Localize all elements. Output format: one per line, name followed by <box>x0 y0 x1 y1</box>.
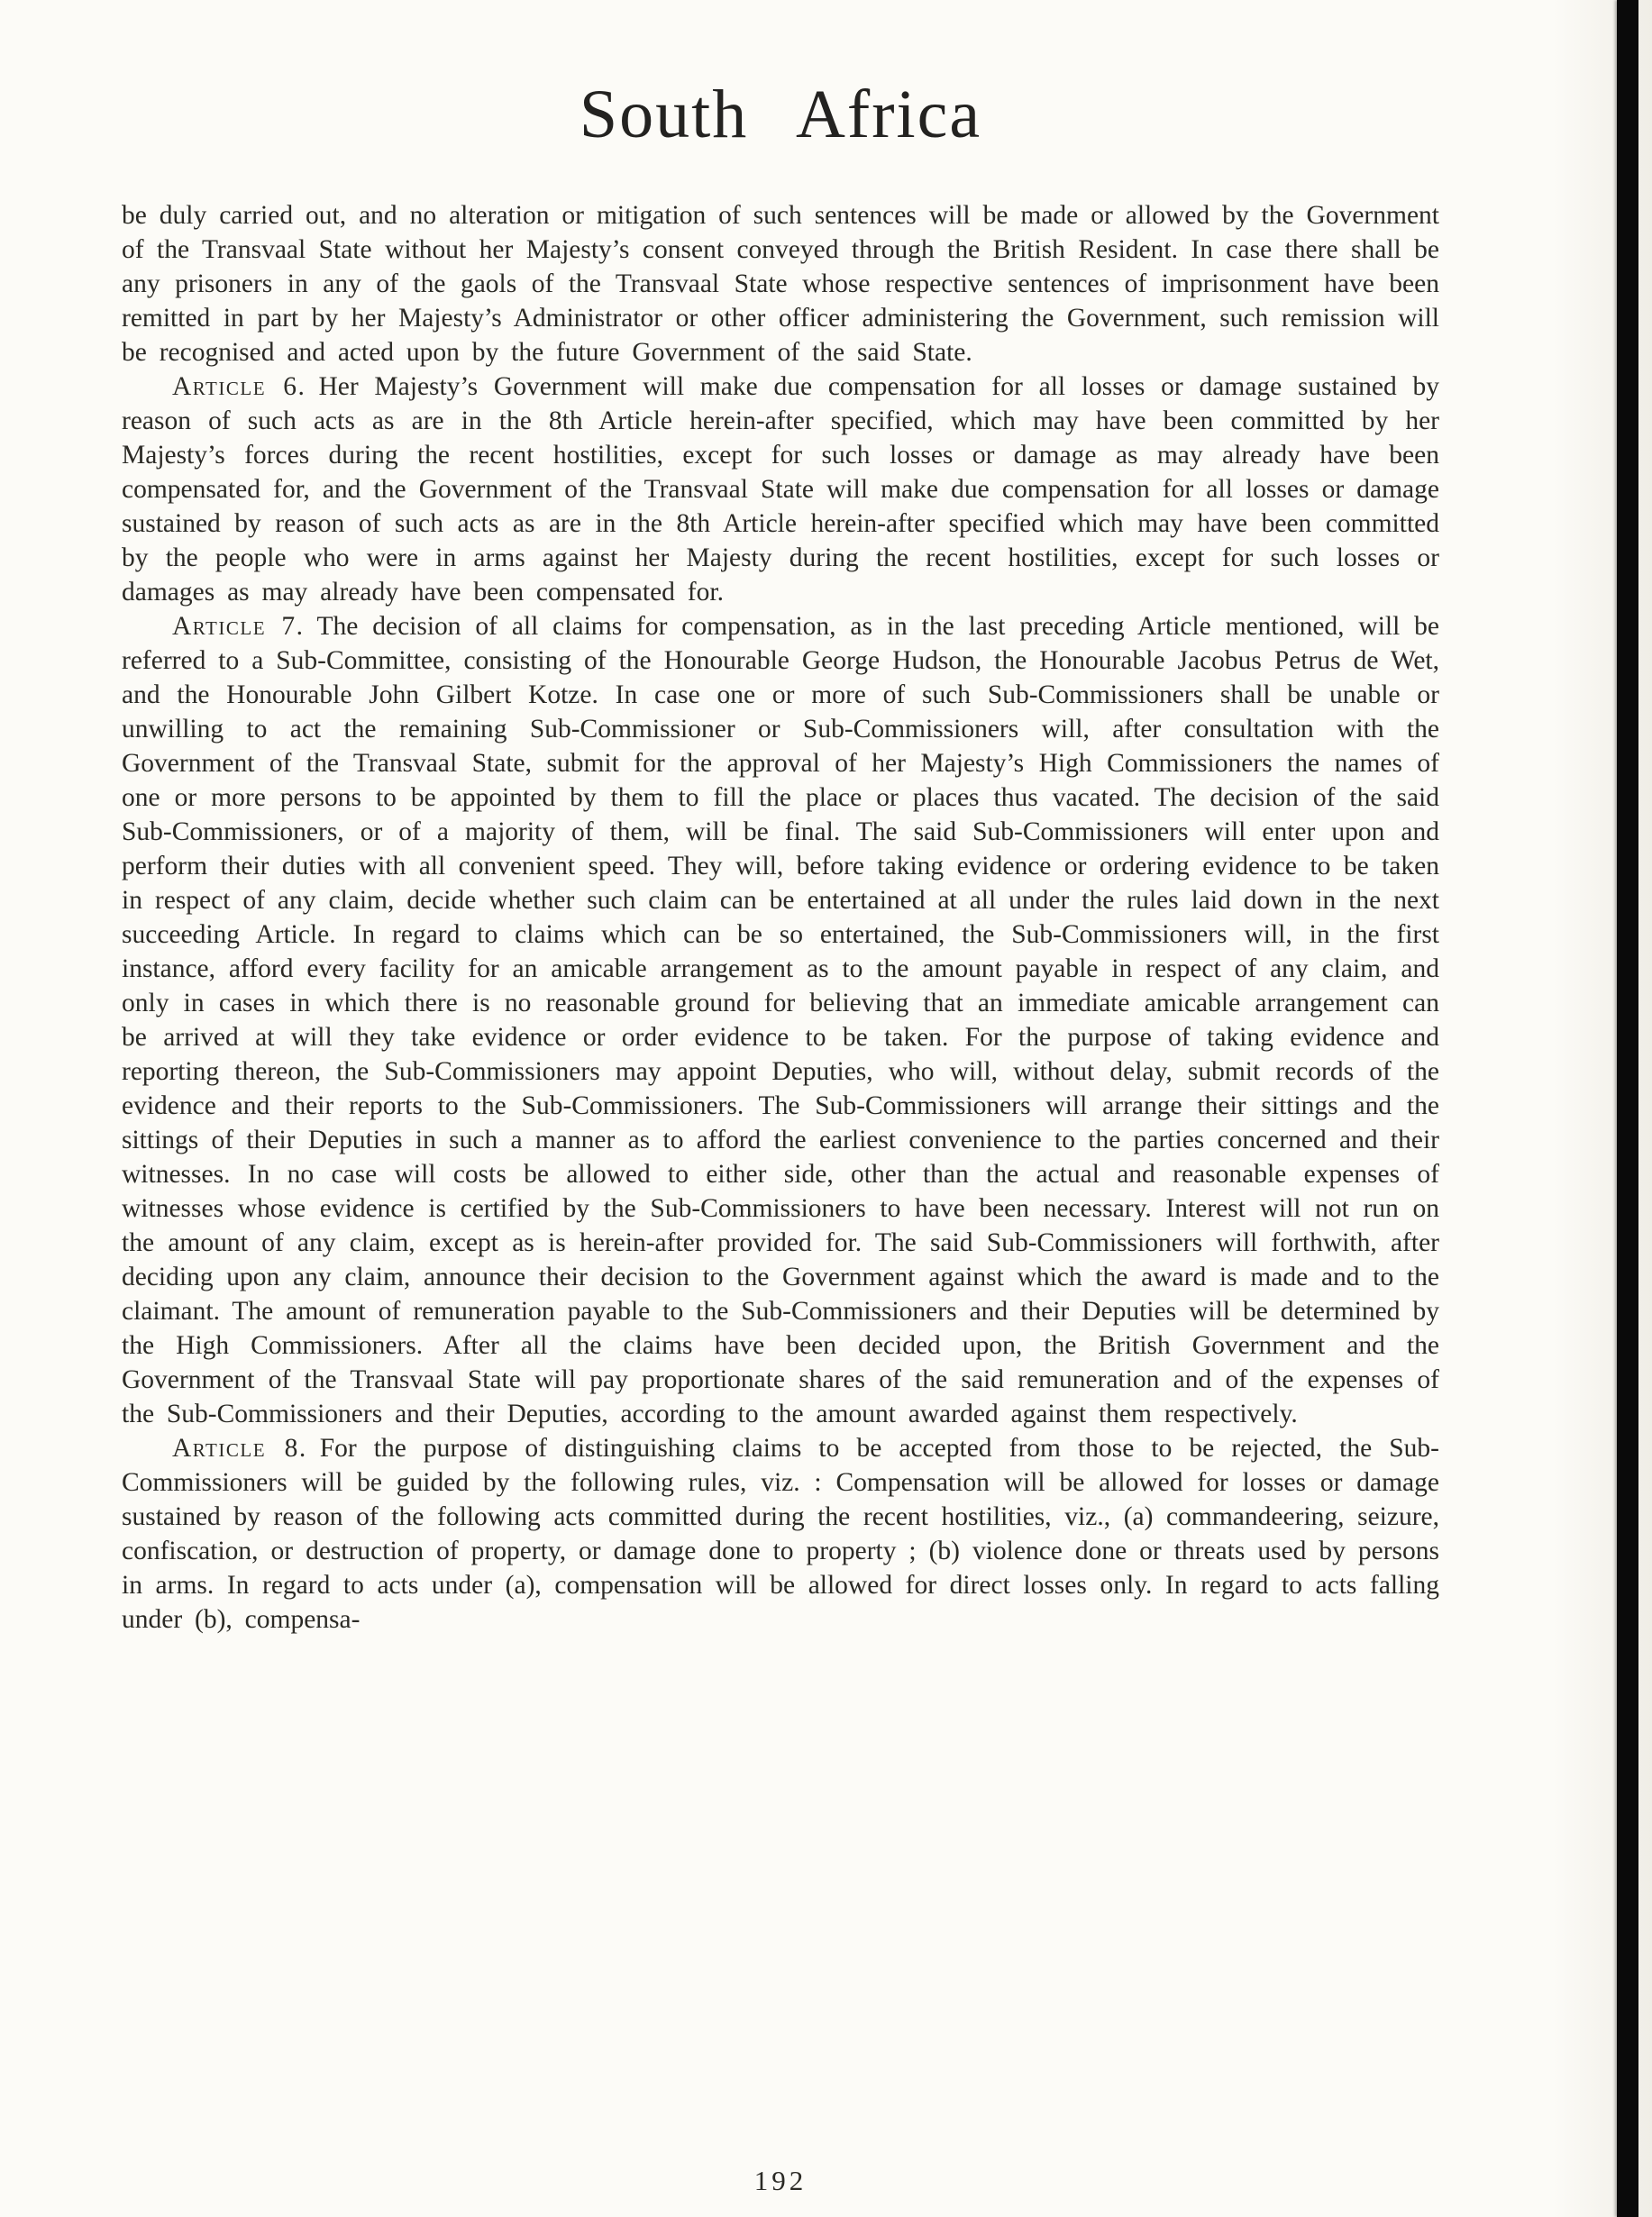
article-label: Article 8. <box>172 1434 307 1463</box>
article-paragraph: Article 7. The decision of all claims for compensation, as in the last preceding Article mentioned, will be referred to a Sub-Committee, consisting of the Honourable George Hudson, the Honourable Jacobus Petrus de Wet, and the Honourable John Gilbert Kotze. In case one or more of such Sub-Commissioners shall be unable or unwilling to act the remaining Sub-Commissioner or Sub-Commissioners will, after consultation with the Government of the Transvaal State, submit for the approval of her Majesty’s High Commissioners the names of one or more persons to be appointed by them to fill the place or places thus vacated. The decision of the said Sub-Commissioners, or of a majority of them, will be final. The said Sub-Commissioners will enter upon and perform their duties with all convenient speed. They will, before taking evidence or ordering evidence to be taken in respect of any claim, decide whether such claim can be entertained at all under the rules laid down in the next succeeding Article. In regard to claims which can be so entertained, the Sub-Commissioners will, in the first instance, afford every facility for an amicable arrangement as to the amount payable in respect of any claim, and only in cases in which there is no reasonable ground for believing that an immediate amicable arrangement can be arrived at will they take evidence or order evidence to be taken. For the purpose of taking evidence and reporting thereon, the Sub-Commissioners may appoint Deputies, who will, without delay, submit records of the evidence and their reports to the Sub-Commissioners. The Sub-Commissioners will arrange their sittings and the sittings of their Deputies in such a manner as to afford the earliest convenience to the parties concerned and their witnesses. In no case will costs be allowed to either side, other than the actual and reasonable expenses of witnesses whose evidence is certified by the Sub-Commissioners to have been necessary. Interest will not run on the amount of any claim, except as is herein-after provided for. The said Sub-Commissioners will forthwith, after deciding upon any claim, announce their decision to the Government against which the award is made and to the claimant. The amount of remuneration payable to the Sub-Commissioners and their Deputies will be determined by the High Commissioners. After all the claims have been decided upon, the British Government and the Government of the Transvaal State will pay proportionate shares of the said remuneration and of the expenses of the Sub-Commissioners and their Deputies, according to the amount awarded against them respectively. <box>122 612 1439 1428</box>
page-title: South Africa <box>579 77 982 152</box>
article-label: Article 7. <box>172 612 305 641</box>
article-paragraph: Article 6. Her Majesty’s Government will make due compensation for all losses or damage sustained by reason of such acts as are in the 8th Article herein-after specified, which may have been committed by her Majesty’s forces during the recent hostilities, except for such losses or damage as may already have been compensated for, and the Government of the Transvaal State will make due compensation for all losses or damage sustained by reason of such acts as are in the 8th Article herein-after specified which may have been committed by the people who were in arms against her Majesty during the recent hostilities, except for such losses or damages as may already have been compensated for. <box>122 372 1439 607</box>
page-number: 192 <box>753 2165 808 2196</box>
article-paragraph: Article 8. For the purpose of distinguishing claims to be accepted from those to be rejected, the Sub-Commissioners will be guided by the following rules, viz. : Compensation will be allowed for losses or damage sustained by reason of the following acts committed during the recent hostilities, viz., (a) commandeering, seizure, confiscation, or destruction of property, or damage done to property ; (b) violence done or threats used by persons in arms. In regard to acts under (a), compensation will be allowed for direct losses only. In regard to acts falling under (b), compensa- <box>122 1434 1439 1634</box>
document-body <box>122 198 1439 1637</box>
article-label: Article 6. <box>172 372 306 401</box>
body-paragraph: be duly carried out, and no alteration or mitigation of such sentences will be made or allowed by the Government of the Transvaal State without her Majesty’s consent conveyed through the British Resident. In case there shall be any prisoners in any of the gaols of the Transvaal State whose respective sentences of imprisonment have been remitted in part by her Majesty’s Administrator or other officer administering the Government, such remission will be recognised and acted upon by the future Government of the said State. <box>122 201 1439 367</box>
binding-edge-bar <box>1617 0 1638 2217</box>
